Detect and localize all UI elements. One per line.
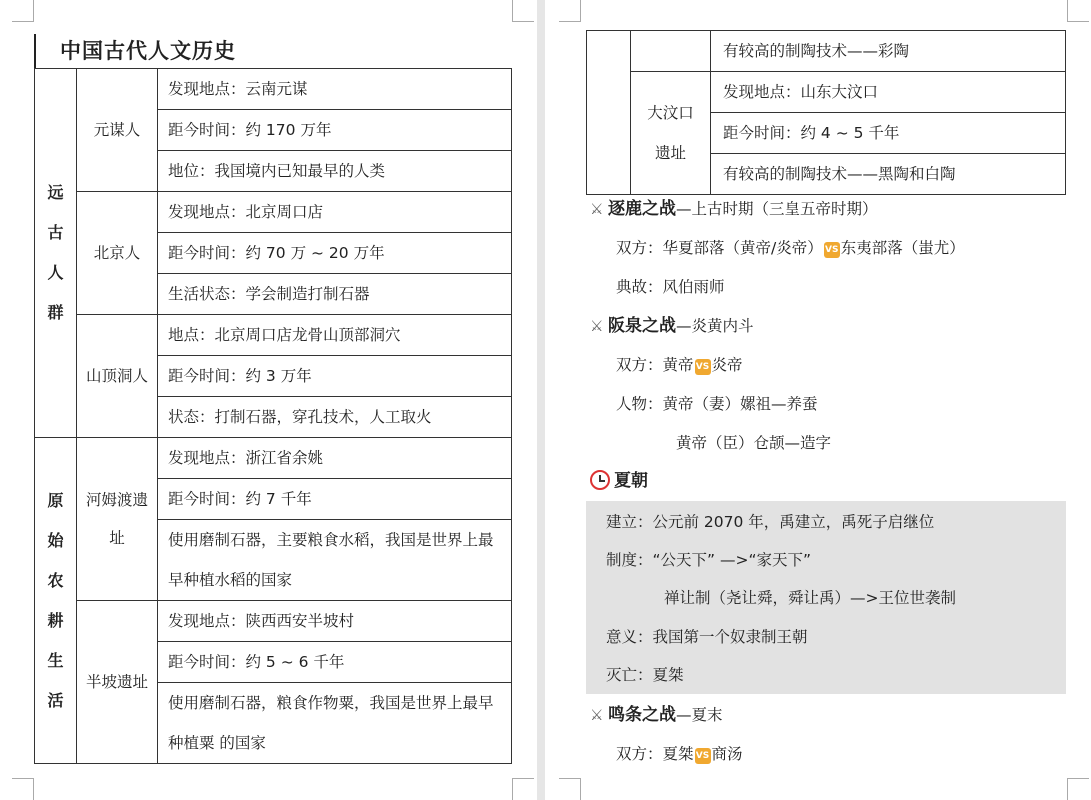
table-cell: 有较高的制陶技术——黑陶和白陶 (711, 154, 1066, 195)
table-cell: 距今时间：约 3 万年 (158, 356, 512, 397)
crop-mark (1067, 778, 1089, 800)
table-cell: 距今时间：约 170 万年 (158, 110, 512, 151)
sword-icon: ⚔ (590, 706, 604, 724)
xia-system: 制度：“公天下” —>“家天下” (606, 551, 812, 569)
site-name: 北京人 (77, 192, 158, 315)
table-cell: 地点：北京周口店龙骨山顶部洞穴 (158, 315, 512, 356)
table-cell: 发现地点：浙江省余姚 (158, 438, 512, 479)
table-cell: 发现地点：北京周口店 (158, 192, 512, 233)
category-char: 农 (47, 570, 64, 590)
dawenkou-table (586, 30, 1066, 195)
table-cell: 距今时间：约 4 ~ 5 千年 (711, 113, 1066, 154)
prehistory-table (34, 68, 512, 764)
table-row (35, 192, 512, 233)
sides-right: 商汤 (711, 745, 743, 763)
category-char: 远 (47, 183, 64, 202)
banquan-heading (590, 307, 754, 346)
battle-title: 鸣条之战 (608, 705, 676, 725)
mingtiao-sides (616, 735, 743, 774)
table-cell: 生活状态：学会制造打制石器 (158, 274, 512, 315)
site-name: 元谋人 (77, 69, 158, 192)
site-name: 山顶洞人 (77, 315, 158, 438)
table-cell: 有较高的制陶技术——彩陶 (711, 31, 1066, 72)
table-row (587, 31, 1066, 72)
xia-found: 建立：公元前 2070 年，禹建立，禹死子启继位 (606, 513, 935, 531)
blank-cell (587, 31, 631, 195)
sword-icon: ⚔ (590, 317, 604, 335)
clock-icon (590, 470, 610, 490)
banquan-sides (616, 346, 743, 385)
crop-mark (1067, 0, 1089, 22)
sides-left: 双方：黄帝 (616, 356, 694, 374)
category-char: 耕 (47, 610, 64, 630)
crop-mark (512, 0, 534, 22)
xia-info-box (586, 501, 1066, 694)
battle-subtitle: —上古时期（三皇五帝时期） (676, 200, 878, 218)
zhuolu-sides (616, 229, 965, 268)
crop-mark (12, 0, 34, 22)
xia-system-detail: 禅让制（尧让舜，舜让禹）—>王位世袭制 (664, 589, 956, 607)
battle-title: 逐鹿之战 (608, 199, 676, 219)
battle-subtitle: —夏末 (676, 706, 723, 724)
category-char: 古 (47, 223, 64, 242)
crop-mark (12, 778, 34, 800)
category-char: 生 (47, 650, 64, 670)
vs-icon: VS (824, 242, 840, 258)
table-row (587, 72, 1066, 113)
xia-heading (590, 462, 648, 501)
table-row (35, 69, 512, 110)
vs-icon: VS (695, 748, 711, 764)
banquan-people: 人物：黄帝（妻）嫘祖—养蚕 (616, 395, 818, 413)
table-row (35, 438, 512, 479)
table-cell: 距今时间：约 5 ~ 6 千年 (158, 642, 512, 683)
crop-mark (559, 778, 581, 800)
sides-left: 双方：夏桀 (616, 745, 694, 763)
vs-icon: VS (695, 359, 711, 375)
site-name: 半坡遗址 (77, 601, 158, 764)
crop-mark (559, 0, 581, 22)
table-cell: 发现地点：陕西西安半坡村 (158, 601, 512, 642)
sword-icon: ⚔ (590, 200, 604, 218)
category-char: 原 (47, 490, 64, 510)
mingtiao-heading (590, 696, 723, 735)
site-name: 河姆渡遗址 (77, 438, 158, 601)
site-name: 大汶口遗址 (631, 72, 711, 195)
table-cell: 发现地点：山东大汶口 (711, 72, 1066, 113)
crop-mark (512, 778, 534, 800)
page-title: 中国古代人文历史 (34, 34, 236, 68)
table-cell: 使用磨制石器，主要粮食水稻，我国是世界上最早种植水稻的国家 (158, 520, 512, 601)
zhuolu-heading (590, 190, 878, 229)
xia-fall: 灭亡：夏桀 (606, 666, 684, 684)
table-row (35, 601, 512, 642)
category-char: 始 (47, 530, 64, 550)
category-char: 活 (47, 690, 64, 710)
sides-right: 炎帝 (711, 356, 743, 374)
sides-right: 东夷部落（蚩尤） (840, 239, 965, 257)
category-char: 人 (47, 263, 64, 282)
xia-meaning: 意义：我国第一个奴隶制王朝 (606, 628, 808, 646)
table-cell: 状态：打制石器，穿孔技术，人工取火 (158, 397, 512, 438)
category-cell (35, 69, 77, 438)
table-cell: 距今时间：约 7 千年 (158, 479, 512, 520)
blank-cell (631, 31, 711, 72)
table-cell: 地位：我国境内已知最早的人类 (158, 151, 512, 192)
table-cell: 发现地点：云南元谋 (158, 69, 512, 110)
category-char: 群 (47, 303, 64, 322)
sides-left: 双方：华夏部落（黄帝/炎帝） (616, 239, 823, 257)
dynasty-title: 夏朝 (614, 471, 648, 491)
battle-title: 阪泉之战 (608, 316, 676, 336)
battle-subtitle: —炎黄内斗 (676, 317, 754, 335)
table-cell: 使用磨制石器，粮食作物粟，我国是世界上最早种植粟 的国家 (158, 683, 512, 764)
category-cell (35, 438, 77, 764)
banquan-people: 黄帝（臣）仓颉—造字 (676, 434, 832, 452)
table-row (35, 315, 512, 356)
zhuolu-story: 典故：风伯雨师 (616, 278, 725, 296)
table-cell: 距今时间：约 70 万 ~ 20 万年 (158, 233, 512, 274)
